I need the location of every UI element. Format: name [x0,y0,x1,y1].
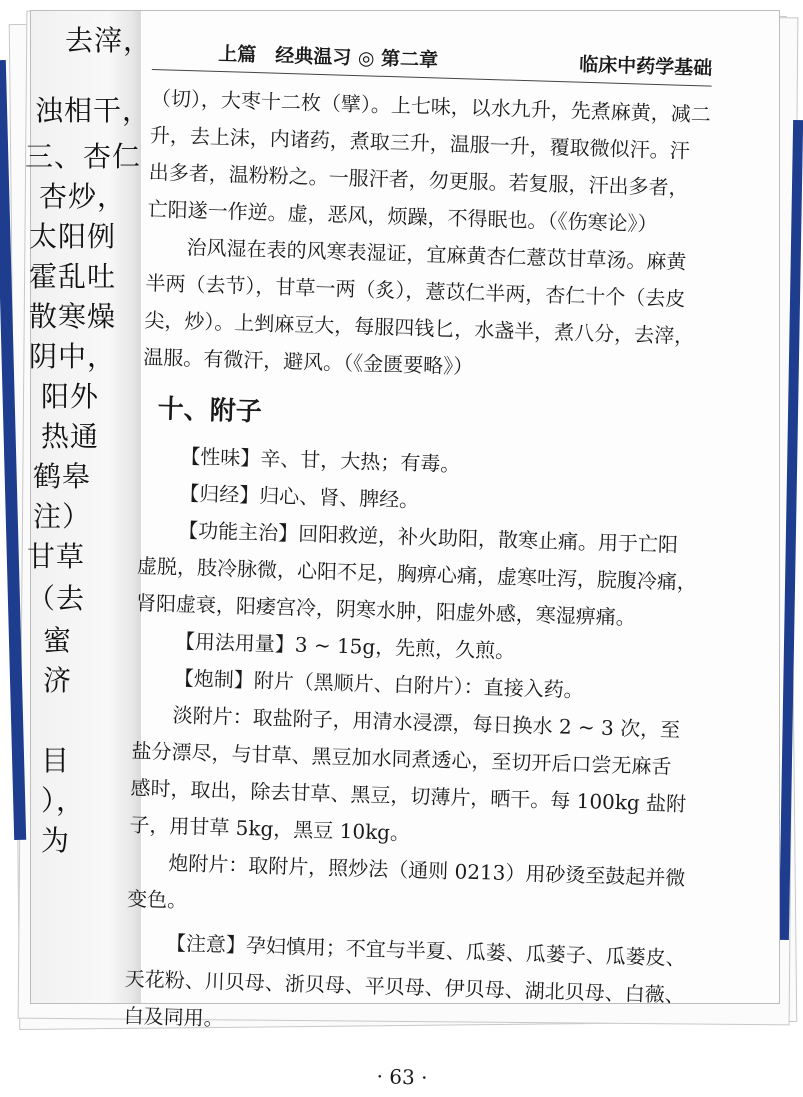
text-line: 尖，炒）。上剉麻豆大，每服四钱匕，水盏半，煮八分，去滓， [144,307,695,349]
gutter-text: 太阳例 [29,220,117,253]
text-line: 半两（去节），甘草一两（炙），薏苡仁半两，杏仁十个（去皮 [145,270,686,311]
text-line: 炮附片：取附片，照炒法（通则 0213）用砂烫至鼓起并微 [167,850,686,891]
entry-text: 归心、肾、脾经。 [258,483,420,513]
entry-text: 回阳救逆，补火助阳，散寒止痛。用于亡阳 [297,521,679,557]
page-content [122,31,713,1097]
text-line: 虚脱，肢冷脉微，心阳不足，胸痹心痛，虚寒吐泻，脘腹冷痛， [136,553,698,595]
gutter-text: 阳外 [41,380,100,413]
text-line: （切），大枣十二枚（擘）。上七味，以水九升，先煮麻黄，减二 [150,85,712,127]
text-line: 肾阳虚衰，阳痿宫冷，阴寒水肿，阳虚外感，寒湿痹痛。 [135,590,637,630]
gutter-text: 三、杏仁 [25,140,142,173]
entry-label: 【归经】 [178,480,260,508]
header-book-part: 临床中药学基础 [578,53,713,80]
running-header [152,31,713,87]
entry-label: 【用法用量】 [174,628,296,657]
entry-text: 孕妇慎用；不宜与半夏、瓜蒌、瓜蒌子、瓜蒌皮、 [245,933,687,971]
gutter-text: 去滓， [65,24,153,57]
text-line: 升，去上沫，内诸药，煮取三升，温服一升，覆取微似汗。汗 [149,122,691,163]
entry-text: 辛、甘，大热；有毒。 [260,446,461,477]
gutter-text: 浊相干， [35,94,152,127]
entry-label: 【炮制】 [173,665,255,693]
text-line: 治风湿在表的风寒表湿证，宜麻黄杏仁薏苡甘草汤。麻黄 [186,235,687,274]
gutter-text: ）， [41,784,86,817]
gutter-text: 注） [33,500,92,533]
facing-page-gutter [25,11,153,1003]
gutter-text: 蜜 [43,624,73,657]
gutter-text: 散寒燥 [29,300,117,333]
text-line: 感时，取出，除去甘草、黑豆，切薄片，晒干。每 100kg 盐附 [130,775,687,817]
text-line: 淡附片：取盐附子，用清水浸漂，每日换水 2 ~ 3 次，至 [172,702,681,742]
entry-text: 附片（黑顺片、白附片）：直接入药。 [253,668,584,703]
gutter-text: 为 [41,824,71,857]
gutter-text: 甘草 [27,540,86,573]
text-line: 盐分漂尽，与甘草、黑豆加水同煮透心，至切开后口尝无麻舌 [131,738,672,779]
text-line: 子，用甘草 5kg，黑豆 10kg。 [129,812,411,845]
text-line: 亡阳遂一作逆。虚，恶风，烦躁，不得眠也。（《伤寒论》） [147,196,658,237]
book-page [25,10,780,1090]
gutter-text: 阴中， [29,340,117,373]
entry-label: 【注意】 [165,930,247,958]
text-line: 天花粉、川贝母、浙贝母、平贝母、伊贝母、湖北贝母、白薇、 [124,966,685,1008]
gutter-text: （去 [27,582,86,615]
gutter-text: 鹤皋 [33,460,92,493]
gutter-text: 目 [41,744,71,777]
entry-label: 【功能主治】 [177,517,299,546]
entry-label: 【性味】 [180,444,261,471]
text-line: 出多者，温粉粉之。一服汗者，勿更服。若复服，汗出多者， [148,159,689,200]
gutter-text: 霍乱吐 [29,260,117,293]
text-line: 变色。 [126,886,188,913]
page-number: · 63 · [376,1064,428,1090]
section-title: 十、附子 [157,394,263,428]
gutter-text: 济 [43,664,73,697]
gutter-text: 杏炒， [39,180,127,213]
gutter-text: 热通 [41,420,100,453]
entry-text: 3 ~ 15g，先煎，久煎。 [294,632,516,664]
header-chapter: 上篇 经典温习 ◎ 第二章 [218,42,439,72]
text-line: 白及同用。 [123,1003,225,1031]
text-line: 温服。有微汗，避风。（《金匮要略》） [142,344,474,379]
